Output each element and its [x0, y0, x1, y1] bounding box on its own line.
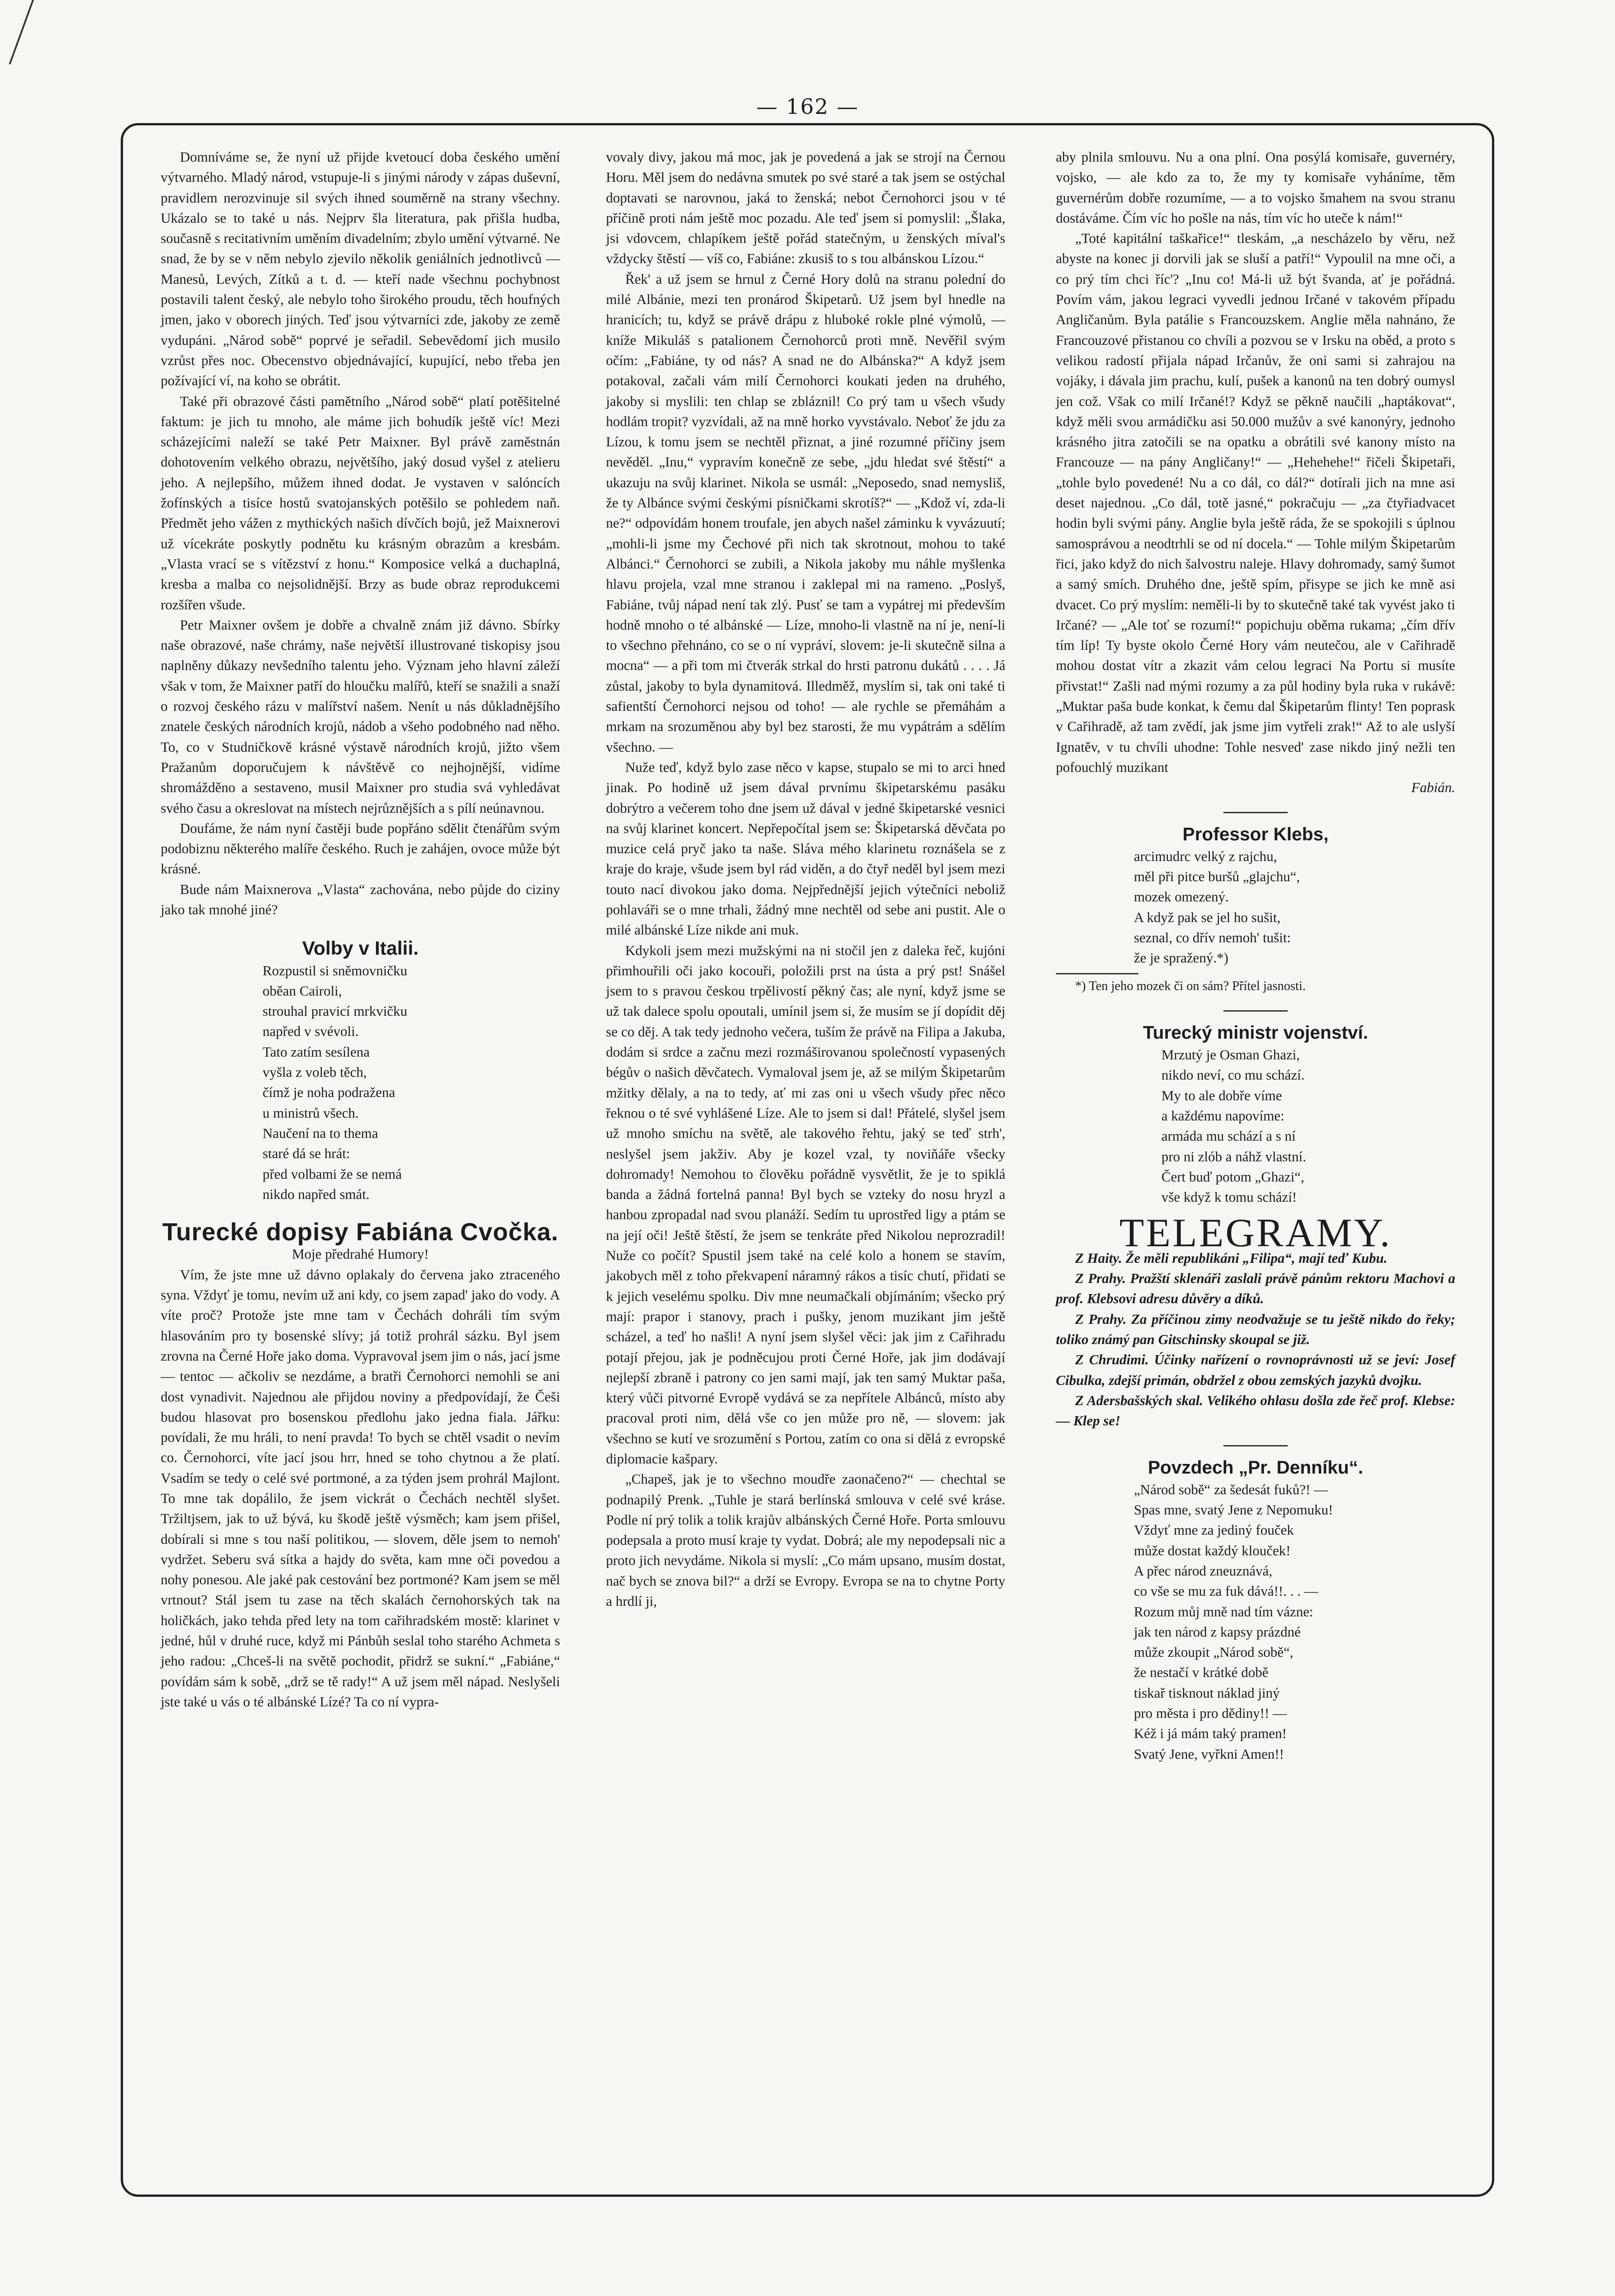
letter-salutation: Moje předrahé Humory! — [292, 1246, 429, 1262]
page-number: — 162 — — [756, 94, 859, 119]
telegram-item: Z Haity. Že měli republikáni „Filipa“, mají teď Kubu. — [1075, 1250, 1388, 1266]
verse-line: pro města i pro dědiny!! — — [1134, 1705, 1287, 1722]
verse-line: vyšla z voleb těch, — [263, 1064, 367, 1080]
klebs-poem — [1056, 846, 1455, 968]
verse-line: měl při pitce buršů „glajchu“, — [1134, 869, 1300, 885]
article-paragraph: „Chapeš, jak je to všechno moudře zaonačeno?“ — chechtal se podnapilý Prenk. „Tuhle je stará berlínská smlouva v celé své kráse. Podle ní prý tolik a tolik krajův albánských Černé Hoře. Porta smlouvu podepsala a proto musí kraje ty vydat. Dobrá; ale my nepodepsali nic a proto jich nevydáme. Nikola si myslí: „Co mám upsano, musím dostat, nač bych se znova bil?“ a drží se Evropy. Evropa se na to chytne Porty a hrdlí ji, — [606, 1471, 1005, 1609]
turecke-dopisy-title: Turecké dopisy Fabiána Cvočka. — [162, 1218, 559, 1246]
divider — [1223, 812, 1288, 813]
verse-line: strouhal pravicí mrkvičku — [263, 1003, 408, 1019]
verse-line: může dostat každý klouček! — [1134, 1542, 1291, 1559]
verse-line: Svatý Jene, vyřkni Amen!! — [1134, 1746, 1284, 1762]
article-paragraph: Kdykoli jsem mezi mužskými na ni stočil jen z daleka řeč, kujóni přimhouřili oči jako kocouři, položili prst na ústa a prý pst! Snášel jsem to s pravou českou trpělivostí pěkný čas; ale nyní, když jsme se už tak dalece spolu opoutali, umínil jsem si, že musím se jí dopídit děj se co děj. A tak tedy jednoho večera, tuším že právě na Filipa a Jakuba, dodám si srdce a začnu mezi rozmáširovanou společností vypasených bégův o našich děvčatech. Vymaloval jsem je, až se milým Škipetarům mžitky dělaly, a na to tedy, ať mi zas oni u všech všudy přec něco řeknou o té své vyhlášené Líze. Ale to jsem si dal! Přátelé, slyšel jsem už mnoho smíchu na světě, ale takového řehtu, jaký se teď strh', neslyšel jsem jakživ. Aby je kozel vzal, ty noviňáře všecky dohromady! Nemohou to člověku pořádně vysvětlit, že je to spiklá banda a žádná fortelná panna! Byl bych se vztekу do nosu hryzl a hanbou zpropadal nad svou planáží. Sedím tu uprostřed ligy a ptám se na její oči! Ještě štěstí, že jsem se tenkráte před Nikolou neprozradil! Nuže co počít? Spustil jsem také na celé kolo a honem se stavím, jakobych měl z toho překvapení náramný rákos a tisíc chutí, přidati se k jejich veselému spolku. Div mne neumačkali objímáním; všecko prý mají: prapor i stanovy, prach i pušky, jenom muzikant jim ještě scházel, a teď ho našli! A nyní jsem slyšel věci: jak jim z Cařihradu potají přejou, jak je podněcujou proti Černé Hoře, jak jim dodávají nejlepší zbraně i patrony co jen sami mají, jak ten samý Muktar paša, který vůči pitvorné Evropě vydává se za nepřítele Albánců, místo aby pracoval proti nim, dělá vše co jen může pro ně, — slovem: jak všechno se kutí ve srozumění s Portou, zatím co ona si dělá z evropské diplomacie kašpary. — [606, 942, 1005, 1467]
povzdech-title: Povzdech „Pr. Denníku“. — [1148, 1457, 1363, 1478]
telegramy-title: TELEGRAMY. — [1119, 1210, 1392, 1255]
klebs-title: Professor Klebs, — [1183, 824, 1329, 844]
telegram-list — [1056, 1248, 1455, 1431]
corner-fold-mark — [0, 0, 34, 64]
verse-line: A když pak se jel ho sušit, — [1134, 909, 1281, 925]
verse-line: seznal, co dřív nemoh' tušit: — [1134, 929, 1291, 945]
volby-title: Volby v Italii. — [302, 937, 419, 959]
article-paragraph: „Toté kapitální taškařice!“ tleskám, „a nescházelo by věru, než abyste na konec ji dorvili jak se sluší a patří!“ Vypoulil na mne oči, a co prý tím chci říc'? „Inu co! Má-li už být švanda, ať je pořádná. Povím vám, jakou legraci vyvedli jednou Irčané v takovém případu Angličanům. Byla patálie s Francouzskem. Anglie měla nahnáno, že Francouzové přistanou co chvíli a pozvou se v Irsku na oběd, a proto s velikou radostí přijala nápad Irčanův, že oni sami si zahrajou na vojáky, i dávala jim prachu, kulí, pušek a kanonů na ten dobrý oumysl jen což. Však co milí Irčané!? Když se pěkně naučili „haptákovat“, když měli svou armádičku asi 50.000 mužův a své kanonýry, jednoho krásného jitra zatočili se na opatku a obrátili své kanony místo na Francouze — na pány Angličany!“ — „Hehehehe!“ řičeli Škipetaři, „tohle bylo povedené! Nu a co dál, co dál?“ dotírali jich na mne asi deset najednou. „Co dál, totě jasné,“ pokračuju — „za čtyřiadvacet hodin byli svými pány. Anglie byla ještě ráda, že se spokojili s úplnou samosprávou a neodtrhli se od ní docela.“ — Tohle milým Škipetarům řici, jako když do nich šalvostru naleje. Hlavy dohromady, samý šumot a samý smích. Druhého dne, ještě spím, přisype se jich ke mně asi dvacet. Co prý myslím: neměli-li by to skutečně také tak vyvést jako ti Irčané? — „Ale toť se rozumí!“ popichuju oběma rukama; „čím dřív tím líp! Ty byste okolo Černé Hory vám neutečou, ale v Cařihradě mohou dostat vítr a zkazit vám celou legraci Na Portu si musíte přivstat!“ Zašli nad mými rozumy a za půl hodiny byla ruka v rukávě: „Muktar paša bude konkat, k čemu dal Škipetarům flinty! Ten poprask v Cařihradě, až tam zvědí, jak jsme jim vytřeli zrak!“ Až to ale uslyší Ignatěv, v tu chvíli uhodne: Tohle nesved' zase nikdo jiný nežli ten pofouchlý muzikant — [1056, 231, 1455, 775]
divider — [1223, 1445, 1288, 1446]
telegram-item: Z Adersbašských skal. Velikého ohlasu došla zde řeč prof. Klebse: — Klep se! — [1056, 1392, 1455, 1429]
verse-line: Kéž i já mám taký pramen! — [1134, 1726, 1287, 1742]
volby-poem — [161, 961, 560, 1205]
signature: Fabián. — [1411, 780, 1455, 796]
verse-line: nikdo napřed smát. — [263, 1186, 370, 1202]
verse-line: před volbami že se nemá — [263, 1166, 402, 1182]
article-paragraph: Také při obrazové části pamětního „Národ sobě“ platí potěšitelné faktum: je jich tu mnoho, ale máme jich bohudík ještě víc! Mezi scházejícími naleží se také Petr Maixner. Byl právě zaměstnán dohotovením velkého obrazu, největšího, jaký dosud vyšel z atelieru jeho. A nejlepšího, můžem ihned dodat. Je vystaven v salóncích žofínských a tisíce hostů svatojanských potěšilo se pohledem naň. Předmět jeho vážen z mythických našich dívčích bojů, jež Maixnerovi už vícekráte poskytly podnětu ku krásným obrazům a kresbám. „Vlasta vrací se s vítězství z honu.“ Komposice velká a duchaplná, kresba a malba co nejsolidnější. Brzy as bude obraz reprodukcemi rozšířen všude. — [161, 393, 560, 613]
verse-line: pro ni zlób a náhž vlastní. — [1161, 1148, 1307, 1165]
verse-line: Tato zatím sesílena — [263, 1044, 370, 1060]
verse-line: že je spražený.*) — [1134, 950, 1228, 966]
verse-line: armáda mu schází a s ní — [1161, 1128, 1296, 1144]
verse-line: co vše se mu za fuk dává!!. . . — — [1134, 1583, 1318, 1599]
article-paragraph: Vím, že jste mne už dávno oplakaly do červena jako ztraceného syna. Vždyť je tomu, nevím už ani kdy, co jsem zapad' jako do vody. A víte proč? Protože jste mne tam v Čechách dohráli tím svým hlasováním pro ty bosenské slívy; já totiž prohrál sázku. Byl jsem zrovna na Černé Hoře jako doma. Vypravoval jsem jim o nás, jací jsme — tentoc — ačkoliv se nezdáme, a bratři Černohorci nemohli se ani dost vynadivit. Najednou ale přijdou noviny a předpovídají, že Češi budou hlasovat pro bosenskou předlohu jako jedna fiala. Jářku: povídali, že mu hráli, to není pravda! To bych se chtěl vsadit o nevím co. Černohorci, víte jací jsou hrr, hned se toho chytnou a že platí. Vsadím se tedy o celé své portmoné, a za týden jsem prohrál Majlont. To mne tak dopálilo, že jsem vickrát o Čechách nechtěl slyšet. Tržiltjsem, jak to už bývá, ku škodě ještě výsměch; kam jsem přišel, dobírali si mne s tou naší politikou, — slovem, děle jsem to nemoh' vydržet. Seberu svá sítka a hajdy do světa, kam mne oči povedou a nohy ponesou. Ale jaké pak cestování bez portmoné? Kam jsem se měl vrtnout? Stál jsem tu zase na těch skalách černohorských tak na holičkách, jako tehda před lety na tom cařihradském mostě: klarinet v jedné, hůl v druhé ruce, když mi Pánbůh seslal toho starého Achmeta s jeho radou: „Chceš-li na světě pochodit, přidrž se sukní.“ „Fabiáne,“ povídám sám k sobě, „drž se tě rady!“ A už jsem měl nápad. Neslyšeli jste také u vás o té albánské Lízé? Ta co ní vypra- — [161, 1266, 560, 1710]
verse-line: A přec národ zneuznává, — [1134, 1563, 1273, 1579]
verse-line: vše když k tomu schází! — [1161, 1189, 1297, 1205]
telegram-item: Z Chrudimi. Účinky nařízení o rovnoprávnosti už se jeví: Josef Cibulka, zdejší primán, obdržel z obou zemských jazyků dvojku. — [1056, 1352, 1455, 1388]
verse-line: jak ten národ z kapsy prázdné — [1134, 1624, 1301, 1640]
verse-line: že nestačí v krátké době — [1134, 1665, 1268, 1681]
telegram-item: Z Prahy. Pražští sklenáři zaslali právě pánům rektoru Machovi a prof. Klebsovi adresu důvěry a díků. — [1056, 1271, 1455, 1307]
article-paragraph: aby plnila smlouvu. Nu a ona plní. Ona posýlá komisaře, guvernéry, vojsko, — ale kdo za to, že my ty komisaře vyháníme, těm guvernérům dobře rozumíme, — a to vojsko šmahem na svou stranu dostáváme. Čím víc ho pošle na nás, tím víc ho uteče k nám!“ — [1056, 149, 1455, 226]
verse-line: Spas mne, svatý Jene z Nepomuku! — [1134, 1502, 1333, 1518]
footnote-rule — [1056, 973, 1138, 974]
verse-line: napřed v svévoli. — [263, 1024, 359, 1040]
footnote: *) Ten jeho mozek či on sám? Přítel jasnosti. — [1075, 979, 1306, 993]
article-paragraph: vovaly divy, jakou má moc, jak je povedená a jak se strojí na Černou Horu. Měl jsem do nedávna smutek po své staré a tak jsem se ostýchal doptavati se narovnou, jaká to ženská; nebot Černohorci jsou v té příčině proti nám ještě moc pozadu. Ale teď jsem si pomyslil: „Šlaka, jsi vdovcem, chlapíkem ještě pořád statečným, u ženských míval's vždycky štěstí — víš co, Fabiáne: zkusiš to s tou albánskou Lízou.“ — [606, 149, 1005, 267]
column-3 — [1056, 147, 1455, 1764]
column-1 — [161, 147, 560, 1712]
telegram-item: Z Prahy. Za příčinou zimy neodvažuje se tu ještě nikdo do řeky; toliko známý pan Gitschinsky skoupal se již. — [1056, 1311, 1455, 1348]
verse-line: Naučení na to thema — [263, 1125, 378, 1141]
verse-line: My to ale dobře víme — [1161, 1087, 1282, 1103]
article-paragraph: Petr Maixner ovšem je dobře a chvalně znám již dávno. Sbírky naše obrazové, naše chrámy, naše největší illustrované tiskopisy jsou naplněny důkazy nevšedního talentu jeho. Význam jeho hlavní záleží však v tom, že Maixner patří do hloučku malířů, kteří se snažili a snaží o rozvoj českého rázu v malířství našem. Nenít u nás důkladnějšího znatele českých národních krojů, nádob a všeho podobného nad něho. To, co v Studničkově krásné výstavě národních krojů, jižto všem Pražanům doporučujem k návštěvě co nejhojnější, vidíme shromážděno a sestaveno, musil Maixner pro studia svá vyhledávat svého času a okreslovat na místech nejrůznějších a s pílí neúnavnou. — [161, 617, 560, 816]
verse-line: nikdo neví, co mu schází. — [1161, 1067, 1305, 1083]
verse-line: Vždyť mne za jediný fouček — [1134, 1522, 1294, 1538]
verse-line: „Národ sobě“ za šedesát fuků?! — — [1134, 1481, 1328, 1497]
verse-line: čímž je noha podražena — [263, 1085, 395, 1101]
ministr-poem — [1056, 1045, 1455, 1207]
verse-line: u ministrů všech. — [263, 1105, 359, 1121]
ministr-title: Turecký ministr vojenství. — [1143, 1022, 1368, 1043]
verse-line: Rozum můj mně nad tím vázne: — [1134, 1604, 1313, 1620]
column-2 — [606, 147, 1005, 1611]
verse-line: oběan Cairoli, — [263, 983, 342, 999]
article-paragraph: Domníváme se, že nyní už přijde kvetoucí doba českého umění výtvarného. Mladý národ, vstupuje-li s jinými národy v zápas duševní, pravidlem nerozvinuje sil svých ihned souměrně na strany všechny. Ukázalo se to také u nás. Nejprv šla literatura, pak přišla hudba, současně s recitativním uměním divadelním; zbylo umění výtvarné. Ne snad, že by se v něm nebylo zjevilo několik geniálních jednotlivců — Manesů, Levých, Zítků a t. d. — kteří nade všechnu pochybnost postavili talent český, ale nebylo toho širokého proudu, těch houfných jmen, jako v oborech jiných. Teď jsou výtvarníci zde, jakoby ze země vydupáni. „Národ sobě“ poprvé je seřadil. Sebevědomí jich musilo vzrůst přes noc. Obecenstvo objednávající, kupující, nebo třeba jen požívající ví, na koho se obrátit. — [161, 149, 560, 389]
verse-line: a každému napovíme: — [1161, 1108, 1284, 1124]
divider — [1223, 1010, 1288, 1012]
article-paragraph: Doufáme, že nám nyní častěji bude popřáno sdělit čtenářům svým podobiznu některého malíře českého. Ruch je zahájen, ovoce může být krásné. — [161, 820, 560, 877]
verse-line: může zkoupit „Národ sobě“, — [1134, 1644, 1294, 1660]
article-paragraph: Řek' a už jsem se hrnul z Černé Hory dolů na stranu polední do milé Albánie, mezi ten pronárod Škipetarů. Už jsem byl hnedle na hranicích; tu, když se právě drápu z hluboké rokle plné výmolů, — kníže Mikuláš s patalionem Černohorců proti mně. Nevěřil svým očím: „Fabiáne, ty od nás? A snad ne do Albánska?“ A když jsem potakoval, začali vám milí Černohorci koukati jeden na druhého, jakoby si myslili: ten chlap se zbláznil! Co prý tam u všech všudy hodlám tropit? vyzvídali, až na mně horko vyvstávalo. Neboť že jdu za Lízou, k tomu jsem se nechtěl přiznat, a jiné rozumné příčiny jsem nevěděl. „Inu,“ vypravím konečně ze sebe, „jdu hledat své štěstí“ a ukazuju na svůj klarinet. Nikola se usmál: „Neposedo, snad nemysliš, že ty Albánce svými českými písničkami skrotíš?“ — „Kdož ví, zda-li ne?“ odpovídám honem troufale, jen abych našel záminku k vyvázuutí; „mohli-li jsme my Čechové při nich tak skrotnout, mohou to také Albánci.“ Černohorci se zubili, a Nikola jakoby mu náhle myšlenka hlavu projela, vzal mne stranou i zaklepal mi na rameno. „Poslyš, Fabiáne, tvůj nápad není tak zlý. Pusť se tam a vypátrej mi především hodně mnoho o té albánské — Líze, mnoho-li vlastně na ní je, není-li to všechno přehnáno, co se o ní vypráví, slovem: je-li skutečně silna a mocna“ — a při tom mi čtverák strkal do hrsti patronu dukátů . . . . Já zůstal, jakoby to byla dynamitová. Illedměž, myslím si, tak oni také ti safientští Černohorci nejsou od toho! — ale rychle se přemáhám a mrkam na srozuměnou aby byl bez starosti, že mu vypátrám a sdělím všechno. — — [606, 271, 1005, 755]
verse-line: Rozpustil si sněmovničku — [263, 962, 408, 979]
article-paragraph: Nuže teď, když bylo zase něco v kapse, stupalo se mi to arci hned jinak. Po hodině už jsem dával prvnímu škipetarskému pasáku dobrýtro a večerem toho dne jsem už dával v jedné škipetarské vesnici na svůj klarinet koncert. Nepřepočítal jsem se: Škipetarská děvčata po muzice celá pryč jako ta naše. Sláva mého klarinetu roznášela se z kraje do kraje, všude jsem byl rád viděn, a do čtyř neděl byl jsem mezi touto nací divokou jako doma. Nejpřednější jejich výtečníci neboliž pohlaváři se o mne trhali, žádný mne nechtěl od sebe ani pustit. Ale o milé albánské Líze nikde ani muk. — [606, 759, 1005, 938]
verse-line: arcimudrc velký z rajchu, — [1134, 848, 1277, 864]
verse-line: Čert buď potom „Ghazi“, — [1161, 1169, 1305, 1185]
verse-line: tiskař tisknout náklad jiný — [1134, 1685, 1280, 1701]
verse-line: staré dá se hrát: — [263, 1146, 350, 1162]
povzdech-poem — [1056, 1480, 1455, 1764]
verse-line: Mrzutý je Osman Ghazi, — [1161, 1047, 1300, 1063]
verse-line: mozek omezený. — [1134, 889, 1229, 905]
article-paragraph: Bude nám Maixnerova „Vlasta“ zachována, nebo půjde do ciziny jako tak mnohé jiné? — [161, 881, 560, 917]
